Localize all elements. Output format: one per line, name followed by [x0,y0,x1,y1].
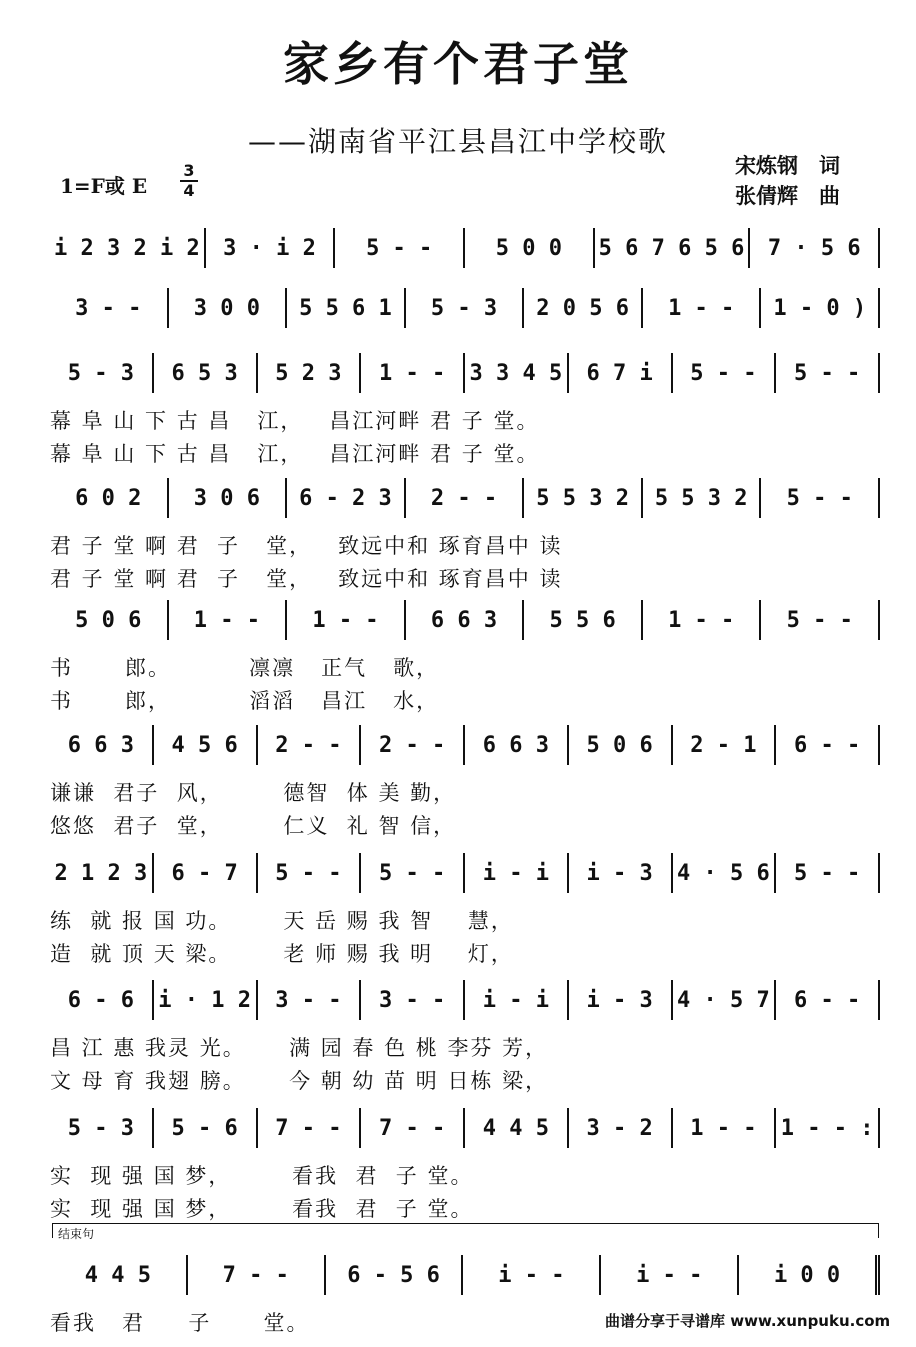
notation-line [50,1255,880,1295]
measure: 5 5 6 [524,600,643,640]
measure: 5 0 6 [569,725,673,765]
song-title: 家乡有个君子堂 [283,37,633,91]
lyric-line: 幕 阜 山 下 古 昌 江， 昌江河畔 君 子 堂。 [50,409,540,433]
measure: 5 - - [673,353,777,393]
measure: i - - [601,1255,739,1295]
lyric-line: 幕 阜 山 下 古 昌 江， 昌江河畔 君 子 堂。 [50,442,540,466]
measure: 5 - - [776,353,880,393]
key-signature: 1=F或 E [60,174,148,198]
meter-top: 3 [183,161,195,180]
measure: 5 - 3 [50,353,154,393]
lyric-line: 谦谦 君子 风， 德智 体 美 勤， [50,781,457,805]
measure: 2 0 5 6 [524,288,643,328]
measure: 3 0 0 [169,288,288,328]
song-subtitle: ——湖南省平江县昌江中学校歌 [247,125,668,158]
measure: i 2 3 2 i 2 [50,228,206,268]
notation-line [50,1108,880,1148]
measure: 2 - - [361,725,465,765]
notation-line [50,228,880,268]
measure: 2 - 1 [673,725,777,765]
measure: 3 - - [50,288,169,328]
lyric-line: 看我 君 子 堂。 [50,1311,310,1335]
lyric-line: 君 子 堂 啊 君 子 堂， 致远中和 琢育昌中 读 [50,567,563,591]
measure: 1 - - [643,600,762,640]
measure: 4 4 5 [465,1108,569,1148]
measure: 5 - 3 [50,1108,154,1148]
notation-line [50,853,880,893]
measure: 4 5 6 [154,725,258,765]
measure: 6 6 3 [50,725,154,765]
measure: 6 - - [776,980,880,1020]
measure: 2 - - [258,725,362,765]
notation-line [50,600,880,640]
measure: 5 5 6 1 [287,288,406,328]
measure: 1 - - [361,353,465,393]
measure: 7 - - [361,1108,465,1148]
notation-line [50,980,880,1020]
lyric-line: 造 就 顶 天 梁。 老 师 赐 我 明 灯， [50,942,514,966]
measure: 6 0 2 [50,478,169,518]
measure: 5 5 3 2 [524,478,643,518]
measure: 5 5 3 2 [643,478,762,518]
watermark: 曲谱分享于寻谱库 www.xunpuku.com [605,1312,891,1330]
measure: 6 7 i [569,353,673,393]
measure: 1 - - [169,600,288,640]
measure: i - 3 [569,980,673,1020]
lyric-line: 书 郎。 凛凛 正气 歌， [50,656,440,680]
measure: 6 - - [776,725,880,765]
measure: 1 - - : [776,1108,880,1148]
measure: 1 - - [643,288,762,328]
measure: 1 - - [287,600,406,640]
measure: 7 - - [258,1108,362,1148]
measure: 6 6 3 [465,725,569,765]
measure: 3 3 4 5 [465,353,569,393]
composer-credit: 张倩辉 曲 [735,184,840,208]
lyric-line: 练 就 报 国 功。 天 岳 赐 我 智 慧， [50,909,514,933]
measure: 5 - - [258,853,362,893]
measure: 6 - 7 [154,853,258,893]
measure: 5 6 7 6 5 6 [595,228,751,268]
measure: 5 - - [776,853,880,893]
measure: 5 - - [761,478,880,518]
measure: 7 · 5 6 [750,228,880,268]
measure: 3 0 6 [169,478,288,518]
measure: 6 5 3 [154,353,258,393]
measure: 2 - - [406,478,525,518]
measure: 6 - 2 3 [287,478,406,518]
measure: 4 4 5 [50,1255,188,1295]
measure: 6 - 6 [50,980,154,1020]
measure: 4 · 5 6 [673,853,777,893]
measure: i - i [465,980,569,1020]
measure: 4 · 5 7 [673,980,777,1020]
measure: 5 0 0 [465,228,595,268]
measure: 3 - - [258,980,362,1020]
measure: 5 0 6 [50,600,169,640]
measure: 5 2 3 [258,353,362,393]
measure: 5 - - [761,600,880,640]
lyric-line: 君 子 堂 啊 君 子 堂， 致远中和 琢育昌中 读 [50,534,563,558]
lyric-line: 悠悠 君子 堂， 仁义 礼 智 信， [50,814,457,838]
coda-bracket [52,1223,879,1238]
lyric-line: 文 母 育 我翅 膀。 今 朝 幼 苗 明 日栋 梁， [50,1069,549,1093]
measure: 6 6 3 [406,600,525,640]
lyric-line: 书 郎， 滔滔 昌江 水， [50,689,440,713]
notation-line [50,353,880,393]
measure: 6 - 5 6 [326,1255,464,1295]
coda-label: 结束句 [58,1227,95,1241]
measure: i - - [463,1255,601,1295]
lyric-line: 实 现 强 国 梦， 看我 君 子 堂。 [50,1164,474,1188]
notation-line [50,288,880,328]
time-signature [180,162,198,200]
notation-line [50,478,880,518]
measure: 5 - - [361,853,465,893]
measure: i · 1 2 [154,980,258,1020]
measure: 3 · i 2 [206,228,336,268]
measure: 5 - 6 [154,1108,258,1148]
lyric-line: 昌 江 惠 我灵 光。 满 园 春 色 桃 李芬 芳， [50,1036,549,1060]
measure: i - 3 [569,853,673,893]
measure: 5 - - [335,228,465,268]
measure: 2 1 2 3 [50,853,154,893]
lyric-line: 实 现 强 国 梦， 看我 君 子 堂。 [50,1197,474,1221]
lyricist-credit: 宋炼钢 词 [735,154,840,178]
measure: 7 - - [188,1255,326,1295]
measure: i - i [465,853,569,893]
measure: 5 - 3 [406,288,525,328]
measure: 3 - - [361,980,465,1020]
notation-line [50,725,880,765]
meter-bottom: 4 [183,181,195,200]
measure: 3 - 2 [569,1108,673,1148]
measure: 1 - - [673,1108,777,1148]
measure: i 0 0 [739,1255,880,1295]
measure: 1 - 0 ) [761,288,880,328]
